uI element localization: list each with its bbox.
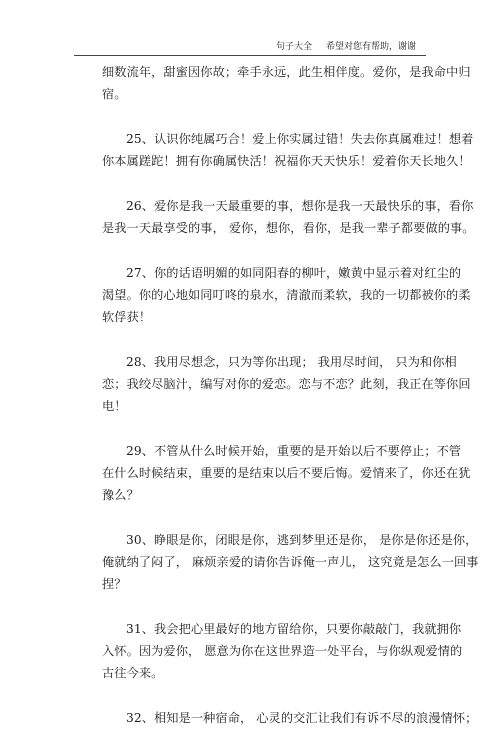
header-note: 希望对您有帮助，谢谢 [325,42,416,52]
text-line: 宿。 [102,87,127,101]
text-line: 30、睁眼是你，闭眼是你，逃到梦里还是你， 是你是你还是你， [126,533,478,547]
text-line: 捏？ [102,577,127,591]
text-line: 俺就纳了闷了， 麻烦亲爱的请你告诉俺一声儿， 这究竟是怎么一回事 [102,555,479,569]
paragraph-32 [102,707,478,729]
text-line: 在什么时候结束，重要的是结束以后不要后悔。爱情来了，你还在犹 [102,466,471,480]
text-line: 31、我会把心里最好的地方留给你，只要你敲敲门，我就拥你 [126,622,462,636]
paragraph-26 [102,195,475,239]
paragraph-29 [102,440,471,506]
paragraph-31 [102,618,463,684]
text-line: 是我一天最享受的事， 爱你，想你，看你，是我一辈子都要做的事。 [102,221,475,235]
text-line: 25、认识你纯属巧合！爱上你实属过错！失去你真属难过！想着 [126,132,474,146]
text-line: 29、不管从什么时候开始，重要的是开始以后不要停止；不管 [126,444,462,458]
text-line: 渴望。你的心地如同叮咚的泉水，清澈而柔软，我的一切都被你的柔 [102,288,471,302]
text-line: 恋；我绞尽脑汁，编写对你的爱恋。恋与不恋？此刻，我正在等你回 [102,377,471,391]
header-site-name: 句子大全 [275,42,312,52]
header-divider [74,55,426,56]
text-line: 26、爱你是我一天最重要的事，想你是我一天最快乐的事，看你 [126,199,474,213]
text-line: 28、我用尽想念，只为等你出现； 我用尽时间， 只为和你相 [126,355,457,369]
text-line: 32、相知是一种宿命， 心灵的交汇让我们有诉不尽的浪漫情怀； [126,711,478,725]
text-line: 你本属蹉跎！拥有你确属快活！祝福你天天快乐！爱着你天长地久！ [102,154,471,168]
text-line: 软俘获！ [102,310,152,324]
text-line: 入怀。因为爱你， 愿意为你在这世界造一处平台，与你纵观爱情的 [102,644,463,658]
text-line: 古往今来。 [102,666,164,680]
page-header [0,0,500,58]
paragraph-27 [102,262,471,328]
paragraph-30 [102,529,479,595]
text-line: 电！ [102,399,127,413]
paragraph-continued [102,61,471,105]
text-line: 细数流年，甜蜜因你故；牵手永远，此生相伴度。爱你，是我命中归 [102,65,471,79]
text-line: 豫么？ [102,488,139,502]
document-body [102,61,479,752]
text-line: 27、你的话语明媚的如同阳春的柳叶，嫩黄中显示着对红尘的 [126,266,462,280]
paragraph-28 [102,351,471,417]
paragraph-25 [102,128,474,172]
header-text [276,39,416,52]
